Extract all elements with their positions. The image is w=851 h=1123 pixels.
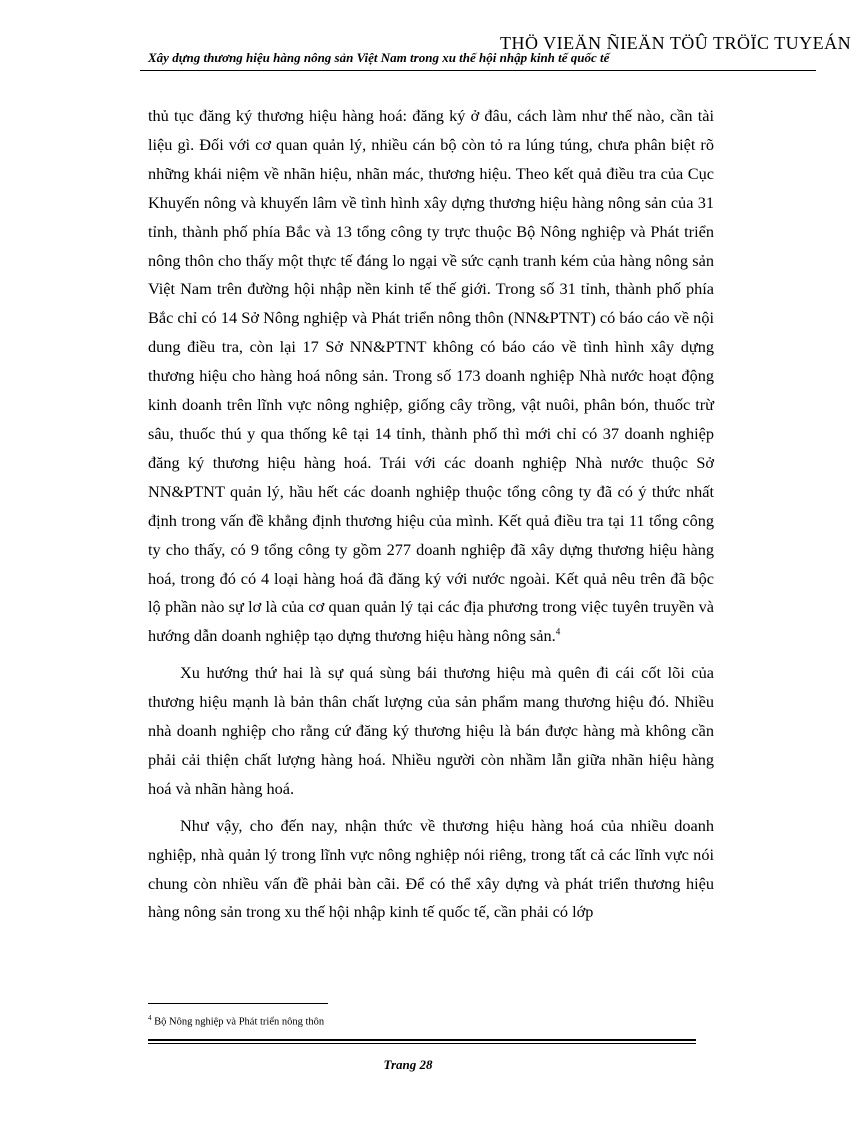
footer-divider-thin (148, 1043, 696, 1044)
footer-divider-thick (148, 1039, 696, 1041)
body-text (148, 102, 714, 927)
paragraph-3: Như vậy, cho đến nay, nhận thức về thương hiệu hàng hoá của nhiều doanh nghiệp, nhà quản lý trong lĩnh vực nông nghiệp nói riêng, trong tất cả các lĩnh vực nói chung còn nhiều vấn đề phải bàn cãi. Để có thể xây dựng và phát triển thương hiệu hàng nông sản trong xu thế hội nhập kinh tế quốc tế, cần phải có lớp (148, 815, 714, 922)
paragraph-2: Xu hướng thứ hai là sự quá sùng bái thương hiệu mà quên đi cái cốt lõi của thương hiệu mạnh là bản thân chất lượng của sản phẩm mang thương hiệu đó. Nhiều nhà doanh nghiệp cho rằng cứ đăng ký thương hiệu là bán được hàng mà không cần phải cải thiện chất lượng hàng hoá. Nhiều người còn nhầm lẫn giữa nhãn hiệu hàng hoá và nhãn hàng hoá. (148, 663, 714, 798)
footnote-divider (148, 1003, 328, 1004)
running-header-title: Xây dựng thương hiệu hàng nông sản Việt Nam trong xu thế hội nhập kinh tế quốc tế (148, 50, 610, 65)
footnote-number: 4 (148, 1014, 152, 1022)
footnote-text: Bộ Nông nghiệp và Phát triển nông thôn (154, 1016, 325, 1028)
footnote-reference[interactable]: 4 (555, 626, 561, 637)
paragraph-1 (148, 102, 714, 651)
footnote (148, 1014, 324, 1028)
page-number: Trang 28 (383, 1057, 433, 1072)
paragraph-1-text: thủ tục đăng ký thương hiệu hàng hoá: đăng ký ở đâu, cách làm như thế nào, cần tài liệu gì. Đối với cơ quan quản lý, nhiều cán bộ còn tỏ ra lúng túng, chưa phân biệt rõ những khái niệm về nhãn hiệu, nhãn mác, thương hiệu. Theo kết quả điều tra của Cục Khuyến nông và khuyến lâm về tình hình xây dựng thương hiệu hàng nông sản của 31 tỉnh, thành phố phía Bắc và 13 tổng công ty trực thuộc Bộ Nông nghiệp và Phát triển nông thôn cho thấy một thực tế đáng lo ngại về sức cạnh tranh kém của hàng nông sản Việt Nam trên đường hội nhập nền kinh tế thế giới. Trong số 31 tỉnh, thành phố phía Bắc chỉ có 14 Sở Nông nghiệp và Phát triển nông thôn (NN&PTNT) có báo cáo về nội dung điều tra, còn lại 17 Sở NN&PTNT không có báo cáo về tình hình xây dựng thương hiệu cho hàng hoá nông sản. Trong số 173 doanh nghiệp Nhà nước hoạt động kinh doanh trên lĩnh vực nông nghiệp, giống cây trồng, vật nuôi, phân bón, thuốc trừ sâu, thuốc thú y qua thống kê tại 14 tỉnh, thành phố thì mới chỉ có 37 doanh nghiệp đăng ký thương hiệu hàng hoá. Trái với các doanh nghiệp Nhà nước thuộc Sở NN&PTNT quản lý, hầu hết các doanh nghiệp thuộc tổng công ty đã có ý thức nhất định trong vấn đề khẳng định thương hiệu của mình. Kết quả điều tra tại 11 tổng công ty cho thấy, có 9 tổng công ty gồm 277 doanh nghiệp đã xây dựng thương hiệu hàng hoá, trong đó có 4 loại hàng hoá đã đăng ký với nước ngoài. Kết quả nêu trên đã bộc lộ phần nào sự lơ là của cơ quan quản lý tại các địa phương trong việc tuyên truyền và hướng dẫn doanh nghiệp tạo dựng thương hiệu hàng nông sản. (148, 106, 714, 646)
header-divider (140, 70, 816, 71)
library-watermark: THÖ VIEÄN ÑIEÄN TÖÛ TRÖÏC TUYEÁN (500, 33, 851, 53)
